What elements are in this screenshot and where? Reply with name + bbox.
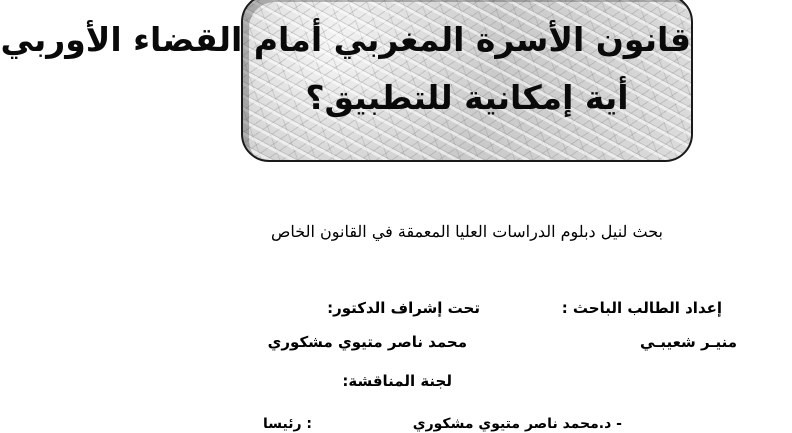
committee-member-name: - د.محمد ناصر متيوي مشكوري [412,416,622,432]
title-box [0,0,693,162]
subtitle: بحث لنيل دبلوم الدراسات العليا المعمقة في القانون الخاص [271,222,663,241]
student-label: إعداد الطالب الباحث : [561,299,722,317]
title-line-1: قانون الأسرة المغربي أمام القضاء الأوربي [0,20,691,59]
committee-member-role: : رئيسا [262,416,312,432]
supervisor-label: تحت إشراف الدكتور: [327,299,480,317]
title-line-2: أية إمكانية للتطبيق؟ [305,78,629,117]
student-name: منيـر شعيبـي [640,333,737,351]
supervisor-name: محمد ناصر متيوي مشكوري [267,333,467,351]
committee-label: لجنة المناقشة: [342,372,452,390]
